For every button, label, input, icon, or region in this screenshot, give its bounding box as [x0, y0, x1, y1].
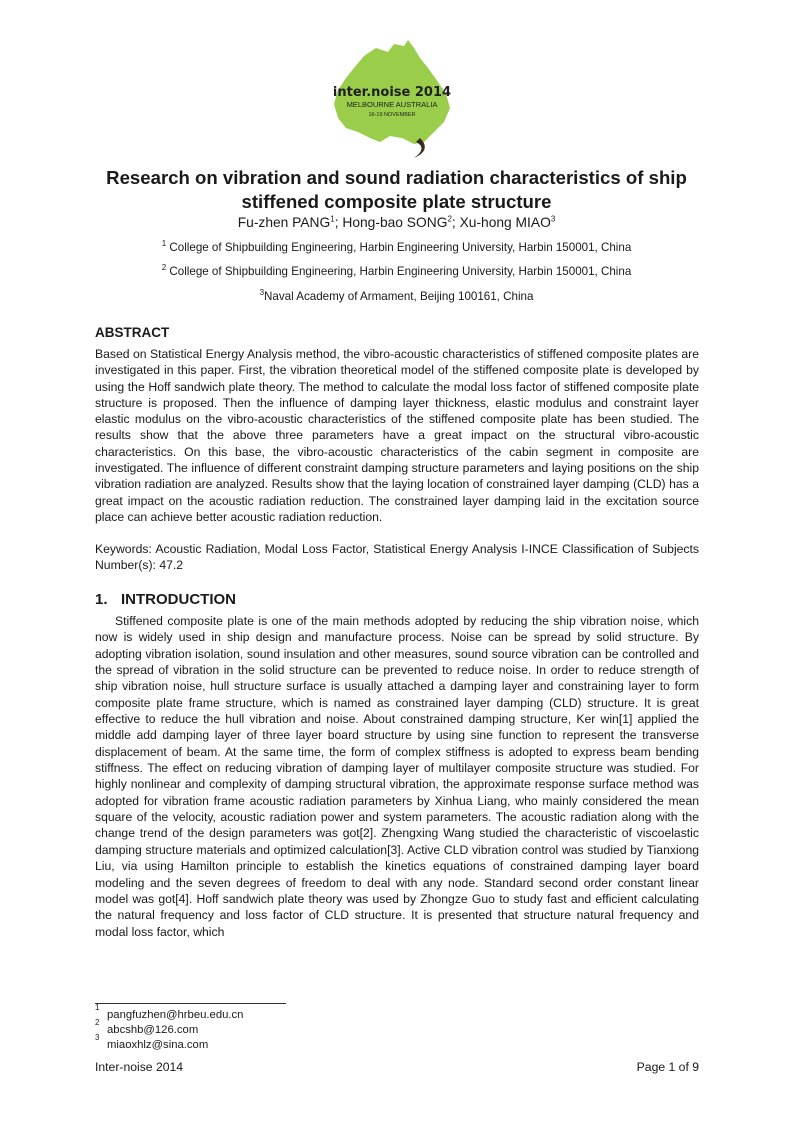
section-title: INTRODUCTION — [121, 591, 236, 608]
abstract-heading: ABSTRACT — [95, 325, 170, 340]
author-mark: 3 — [550, 214, 556, 224]
author-name: Xu-hong MIAO — [459, 215, 551, 230]
logo-line3: 16-19 NOVEMBER — [368, 112, 416, 118]
author-separator: ; — [334, 215, 343, 230]
author-name: Fu-zhen PANG — [237, 215, 331, 230]
author-mark: 1 — [330, 214, 335, 224]
paper-title — [60, 166, 733, 214]
affiliation-text: Naval Academy of Armament, Beijing 100161, China — [264, 290, 534, 303]
author-mark: 2 — [447, 214, 452, 224]
section-heading — [95, 591, 236, 608]
keywords: Keywords: Acoustic Radiation, Modal Loss Factor, Statistical Energy Analysis I-INCE Classification of Subjects Number(s): 47.2 — [95, 542, 699, 573]
affiliation-3 — [60, 290, 733, 304]
logo-line2: MELBOURNE AUSTRALIA — [346, 100, 438, 109]
footnote-mark: 1 — [95, 1003, 100, 1012]
footnote — [95, 1003, 244, 1023]
australia-map-logo-icon — [328, 38, 456, 160]
footnote-email: miaoxhlz@sina.com — [107, 1039, 209, 1051]
affiliation-1 — [60, 241, 733, 255]
footnote-email: abcshb@126.com — [107, 1024, 199, 1036]
title-line-1: Research on vibration and sound radiation characteristics of ship — [106, 167, 687, 188]
title-line-2: stiffened composite plate structure — [241, 191, 552, 212]
affiliation-mark: 2 — [161, 263, 167, 273]
footnote-email: pangfuzhen@hrbeu.edu.cn — [107, 1009, 244, 1021]
footnote — [95, 1018, 243, 1038]
footer-page-number: Page 1 of 9 — [636, 1060, 699, 1074]
footnote — [95, 1033, 243, 1053]
affiliation-text: College of Shipbuilding Engineering, Harbin Engineering University, Harbin 150001, China — [166, 265, 632, 278]
footer-conference: Inter-noise 2014 — [95, 1060, 184, 1074]
affiliation-mark: 1 — [161, 239, 167, 249]
footnote-divider — [95, 1003, 286, 1004]
introduction-body: Stiffened composite plate is one of the main methods adopted by reducing the ship vibration noise, which now is widely used in ship design and manufacture process. Noise can be spread by solid structure. By adopting vibration isolation, sound insulation and other measures, sound source vibration can be controlled and the spread of vibration in the solid structure can be prevented to reduce noise. In order to reduce strength of ship vibration noise, hull structure surface is usually attached a damping layer and constraining layer to form composite plate frame structure, which is named as constrained layer damping (CLD) structure. It is great effective to reduce the hull vibration and noise. About constrained damping structure, Ker win[1] applied the middle add damping layer of three layer board structure by using sine function to represent the transverse displacement of beam. At the same time, the form of complex stiffness is adopted to express beam bending stiffness. The effect on reducing vibration of damping layer of multilayer composite structure was studied. For highly nonlinear and complexity of damping structural vibration, the approximate response surface method was adopted for vibration frame acoustic radiation parameters by Xinhua Liang, who mainly considered the mean square of the velocity, acoustic radiation power and system parameters. The acoustic radiation along with the change trend of the design parameters was got[2]. Zhengxing Wang studied the characteristic of viscoelastic damping structure materials and optimized calculation[3]. Active CLD vibration control was studied by Tianxiong Liu, via using Hamilton principle to establish the kinetics equations of constrained damping layer board modeling and the seven degrees of freedom to deal with any node. Standard second order constant linear model was got[4]. Hoff sandwich plate theory was used by Zhongze Guo to study fast and efficient calculating the natural frequency and loss factor of CLD structure. It is presented that structure natural frequency and modal loss factor, which — [95, 614, 699, 939]
footnote-mark: 2 — [95, 1018, 100, 1027]
abstract-body: Based on Statistical Energy Analysis method, the vibro-acoustic characteristics of stiffened composite plates are investigated in this paper. First, the vibration theoretical model of the stiffened composite plate is developed by using the Hoff sandwich plate theory. The method to calculate the modal loss factor of stiffened composite plate structure is proposed. Then the influence of damping layer thickness, elastic modulus and constraint layer elastic modulus on the vibro-acoustic characteristics of the stiffened composite plate has been studied. The results show that the above three parameters have a great impact on the structural vibro-acoustic characteristics. On this base, the vibro-acoustic characteristics of the cabin segment in composite are investigated. The influence of different constraint damping structure parameters and laying positions on the ship vibration radiation are analyzed. Results show that the laying location of constrained layer damping (CLD) has a great impact on the acoustic radiation reduction. The constrained layer damping laid in the excitation source place can achieve better acoustic radiation reduction. — [95, 347, 699, 524]
logo-line1: inter.noise 2014 — [332, 85, 452, 100]
conference-logo — [328, 38, 456, 160]
footnotes — [95, 1003, 244, 1053]
affiliation-mark: 3 — [259, 288, 265, 298]
affiliation-text: College of Shipbuilding Engineering, Harbin Engineering University, Harbin 150001, China — [166, 241, 632, 254]
affiliation-2 — [60, 265, 733, 279]
author-separator: ; — [451, 215, 460, 230]
section-number: 1. — [95, 591, 108, 608]
author-list — [60, 214, 733, 231]
author-name: Hong-bao SONG — [342, 215, 448, 230]
footnote-mark: 3 — [95, 1033, 100, 1042]
